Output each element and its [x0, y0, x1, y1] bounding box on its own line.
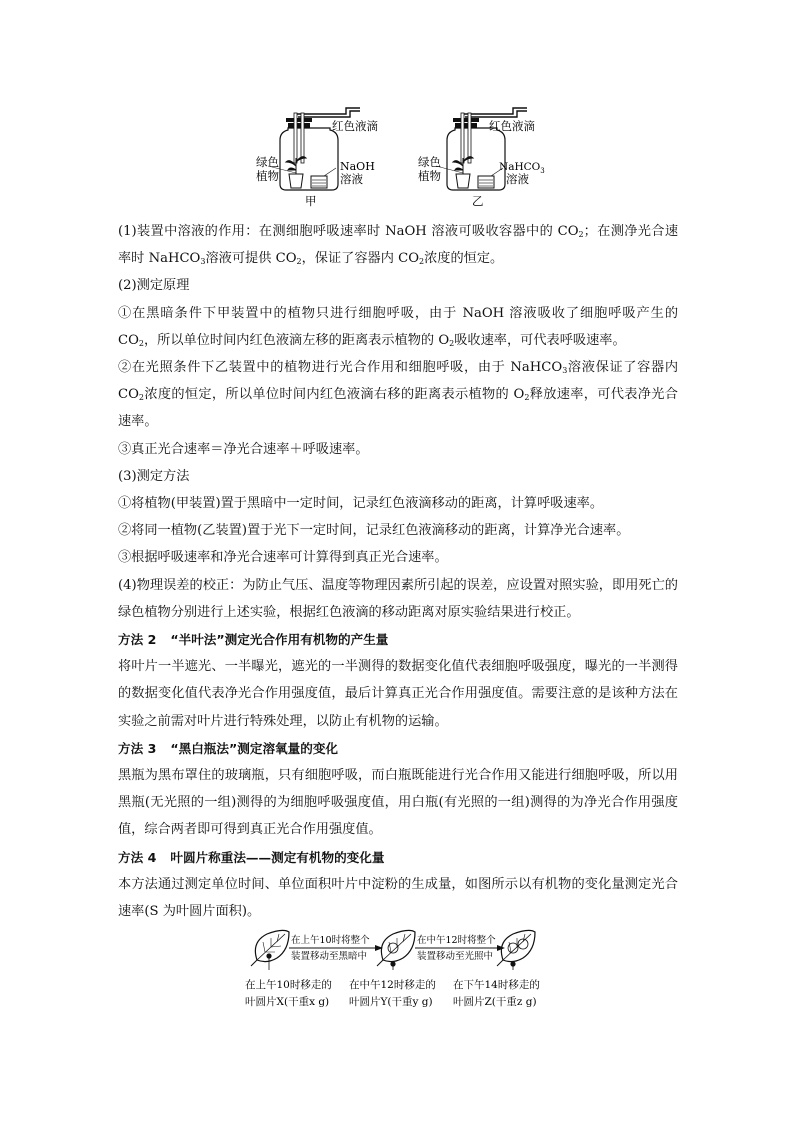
method-4-heading: 方法 4 叶圆片称重法——测定有机物的变化量 — [118, 849, 385, 865]
caption-yi: 乙 — [472, 194, 484, 208]
plant-label-yi-1: 绿色 — [418, 155, 441, 169]
method-2-body: 将叶片一半遮光、一半曝光，遮光的一半测得的数据变化值代表细胞呼吸强度，曝光的一半测得的数据变化值代表净光合作用强度值，最后计算真正光合作用强度值。需要注意的是该种方法在实验之前需对叶片进行特殊处理，以防止有机物的运输。 — [118, 659, 678, 729]
paragraph-principle-2: ②在光照条件下乙装置中的植物进行光合作用和细胞呼吸，由于 NaHCO$_3$溶液保证了容器内 $CO_2$浓度的恒定，所以单位时间内红色液滴右移的距离表示植物的 $O_2$释放速率，可代表净光合速率。 — [118, 360, 679, 430]
leaf-disk-figure — [243, 928, 553, 1014]
method-3-heading: 方法 3 “黑白瓶法”测定溶氧量的变化 — [118, 740, 339, 756]
paragraph-method-1: ①将植物(甲装置)置于黑暗中一定时间，记录红色液滴移动的距离，计算呼吸速率。 — [118, 496, 604, 512]
solution-label-yi-1: NaHCO$_3$ — [499, 161, 545, 175]
leaf-y-label-2: 叶圆片Y(干重y g) — [349, 996, 433, 1008]
leaf-z-icon — [497, 930, 535, 970]
paragraph-method-title: (3)测定方法 — [118, 468, 190, 484]
method-2-heading: 方法 2 “半叶法”测定光合作用有机物的产生量 — [118, 632, 389, 648]
solution-label-jia-2: 溶液 — [340, 172, 363, 186]
arrow2-line1: 在中午12时将整个 — [417, 935, 496, 946]
caption-jia: 甲 — [305, 194, 317, 208]
paragraph-principle-3: ③真正光合速率＝净光合速率＋呼吸速率。 — [118, 441, 369, 457]
paragraph-method-2: ②将同一植物(乙装置)置于光下一定时间，记录红色液滴移动的距离，计算净光合速率。 — [118, 523, 630, 539]
leaf-z-label-2: 叶圆片Z(干重z g) — [453, 996, 537, 1008]
leaf-x-icon — [251, 930, 289, 970]
method-4-body: 本方法通过测定单位时间、单位面积叶片中淀粉的生成量，如图所示以有机物的变化量测定光合速率(S 为叶圆片面积)。 — [118, 876, 678, 920]
paragraph-method-3: ③根据呼吸速率和净光合速率可计算得到真正光合速率。 — [118, 550, 448, 566]
jar-jia — [256, 108, 378, 208]
solution-label-jia-1: NaOH — [340, 160, 375, 173]
arrow-to-dark — [289, 934, 383, 962]
red-drop-label-jia: 红色液滴 — [332, 119, 378, 133]
leaf-z-label-1: 在下午14时移走的 — [453, 979, 540, 991]
apparatus-figure — [250, 100, 550, 212]
paragraph-solution-role: (1)装置中溶液的作用：在测细胞呼吸速率时 NaOH 溶液可吸收容器中的 $CO_2$；在测净光合速率时 NaHCO$_3$溶液可提供 $CO_2$，保证了容器内 $CO_2$浓度的恒定。 — [118, 224, 679, 267]
arrow2-line2: 装置移动至光照中 — [417, 951, 494, 962]
main-text — [118, 218, 678, 925]
leaf-y-label-1: 在中午12时移走的 — [349, 979, 436, 991]
plant-label-jia-2: 植物 — [256, 169, 279, 183]
paragraph-principle-title: (2)测定原理 — [118, 278, 190, 294]
red-drop-label-yi: 红色液滴 — [489, 119, 535, 133]
plant-label-yi-2: 植物 — [418, 169, 441, 183]
leaf-x-label-1: 在上午10时移走的 — [245, 979, 332, 991]
solution-label-yi-2: 溶液 — [506, 172, 529, 186]
arrow-to-light — [415, 934, 505, 962]
leaf-y-icon — [377, 930, 415, 970]
paragraph-principle-1: ①在黑暗条件下甲装置中的植物只进行细胞呼吸，由于 NaOH 溶液吸收了细胞呼吸产生的 $CO_2$，所以单位时间内红色液滴左移的距离表示植物的 $O_2$吸收速率，可代表呼吸速率。 — [118, 305, 678, 348]
arrow1-line1: 在上午10时将整个 — [291, 935, 370, 946]
plant-label-jia-1: 绿色 — [256, 155, 279, 169]
paragraph-correction: (4)物理误差的校正：为防止气压、温度等物理因素所引起的误差，应设置对照实验，即用死亡的绿色植物分别进行上述实验，根据红色液滴的移动距离对原实验结果进行校正。 — [118, 577, 678, 620]
method-3-body: 黑瓶为黑布罩住的玻璃瓶，只有细胞呼吸，而白瓶既能进行光合作用又能进行细胞呼吸，所以用黑瓶(无光照的一组)测得的为细胞呼吸强度值，用白瓶(有光照的一组)测得的为净光合作用强度值，综合两者即可得到真正光合作用强度值。 — [118, 768, 678, 838]
arrow1-line2: 装置移动至黑暗中 — [291, 951, 368, 962]
leaf-x-label-2: 叶圆片X(干重x g) — [245, 996, 330, 1008]
jar-yi — [418, 108, 545, 208]
